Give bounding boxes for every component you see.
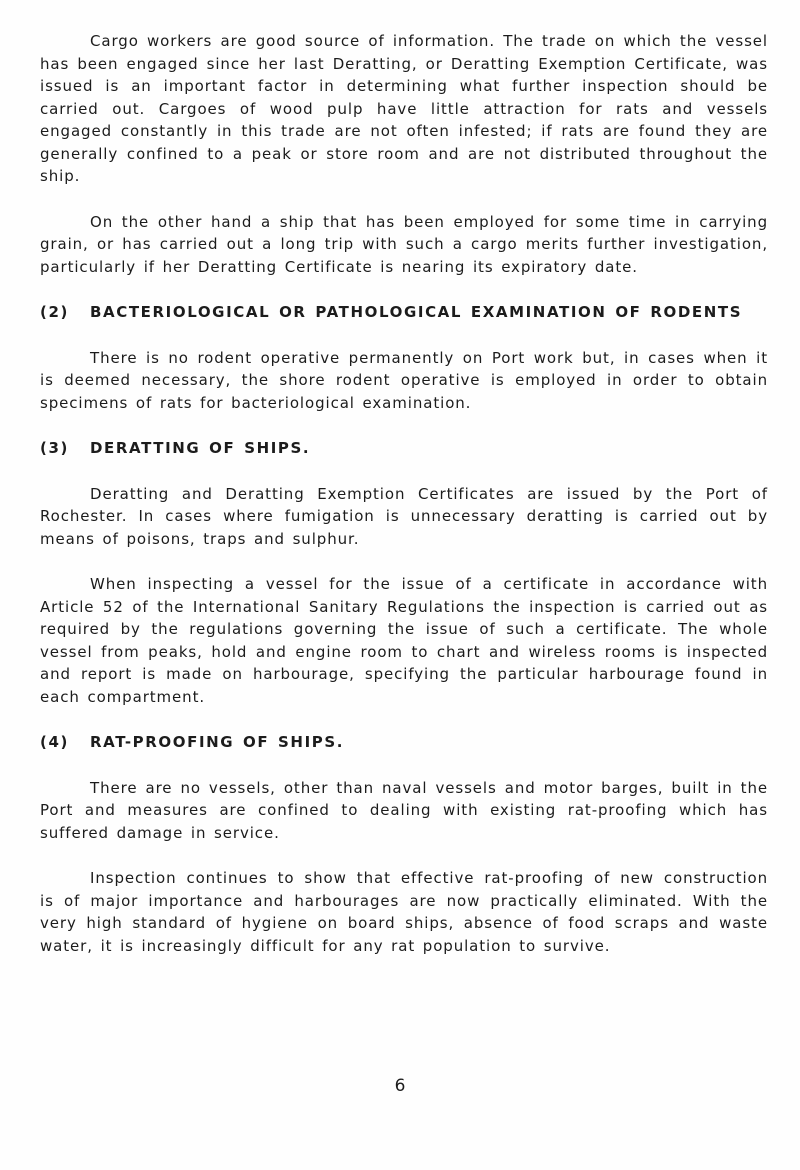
paragraph-inspection-continues: Inspection continues to show that effective rat-proofing of new construction is of major importance and harbourages are now practically eliminated. With the very high standard of hygiene on board ships, absence of food scraps and waste water, it is increasingly difficult for any rat population to survive. (40, 869, 768, 955)
section-heading-rat-proofing (40, 731, 768, 754)
section-heading-bacteriological (40, 301, 768, 324)
section-title: BACTERIOLOGICAL OR PATHOLOGICAL EXAMINATION OF RODENTS (90, 303, 743, 321)
paragraph-inspection-article-52: When inspecting a vessel for the issue of a certificate in accordance with Article 52 of the International Sanitary Regulations the inspection is carried out as required by the regulations governing the issue of such a certificate. The whole vessel from peaks, hold and engine room to chart and wireless rooms is inspected and report is made on harbourage, specifying the particular harbourage found in each compartment. (40, 575, 768, 706)
section-number: (2) (40, 303, 69, 321)
section-title: RAT-PROOFING OF SHIPS. (90, 733, 345, 751)
section-title: DERATTING OF SHIPS. (90, 439, 311, 457)
section-heading-deratting (40, 437, 768, 460)
page-number: 6 (394, 1076, 406, 1096)
paragraph-cargo-workers: Cargo workers are good source of information. The trade on which the vessel has been engaged since her last Deratting, or Deratting Exemption Certificate, was issued is an important factor in determining what further inspection should be carried out. Cargoes of wood pulp have little attraction for rats and vessels engaged constantly in this trade are not often infested; if rats are found they are generally confined to a peak or store room and are not distributed throughout the ship. (40, 32, 768, 185)
paragraph-no-vessels-built: There are no vessels, other than naval vessels and motor barges, built in the Port and measures are confined to dealing with existing rat-proofing which has suffered damage in service. (40, 778, 768, 842)
section-number: (3) (40, 439, 69, 457)
paragraph-rodent-operative: There is no rodent operative permanently on Port work but, in cases when it is deemed necessary, the shore rodent operative is employed in order to obtain specimens of rats for bacteriological examination. (40, 348, 768, 412)
section-number: (4) (40, 733, 69, 751)
paragraph-deratting-certificates: Deratting and Deratting Exemption Certificates are issued by the Port of Rochester. In cases where fumigation is unnecessary deratting is carried out by means of poisons, traps and sulphur. (40, 484, 768, 548)
paragraph-grain-ship: On the other hand a ship that has been employed for some time in carrying grain, or has carried out a long trip with such a cargo merits further investigation, particularly if her Deratting Certificate is nearing its expiratory date. (40, 212, 768, 276)
document-body (40, 30, 768, 957)
